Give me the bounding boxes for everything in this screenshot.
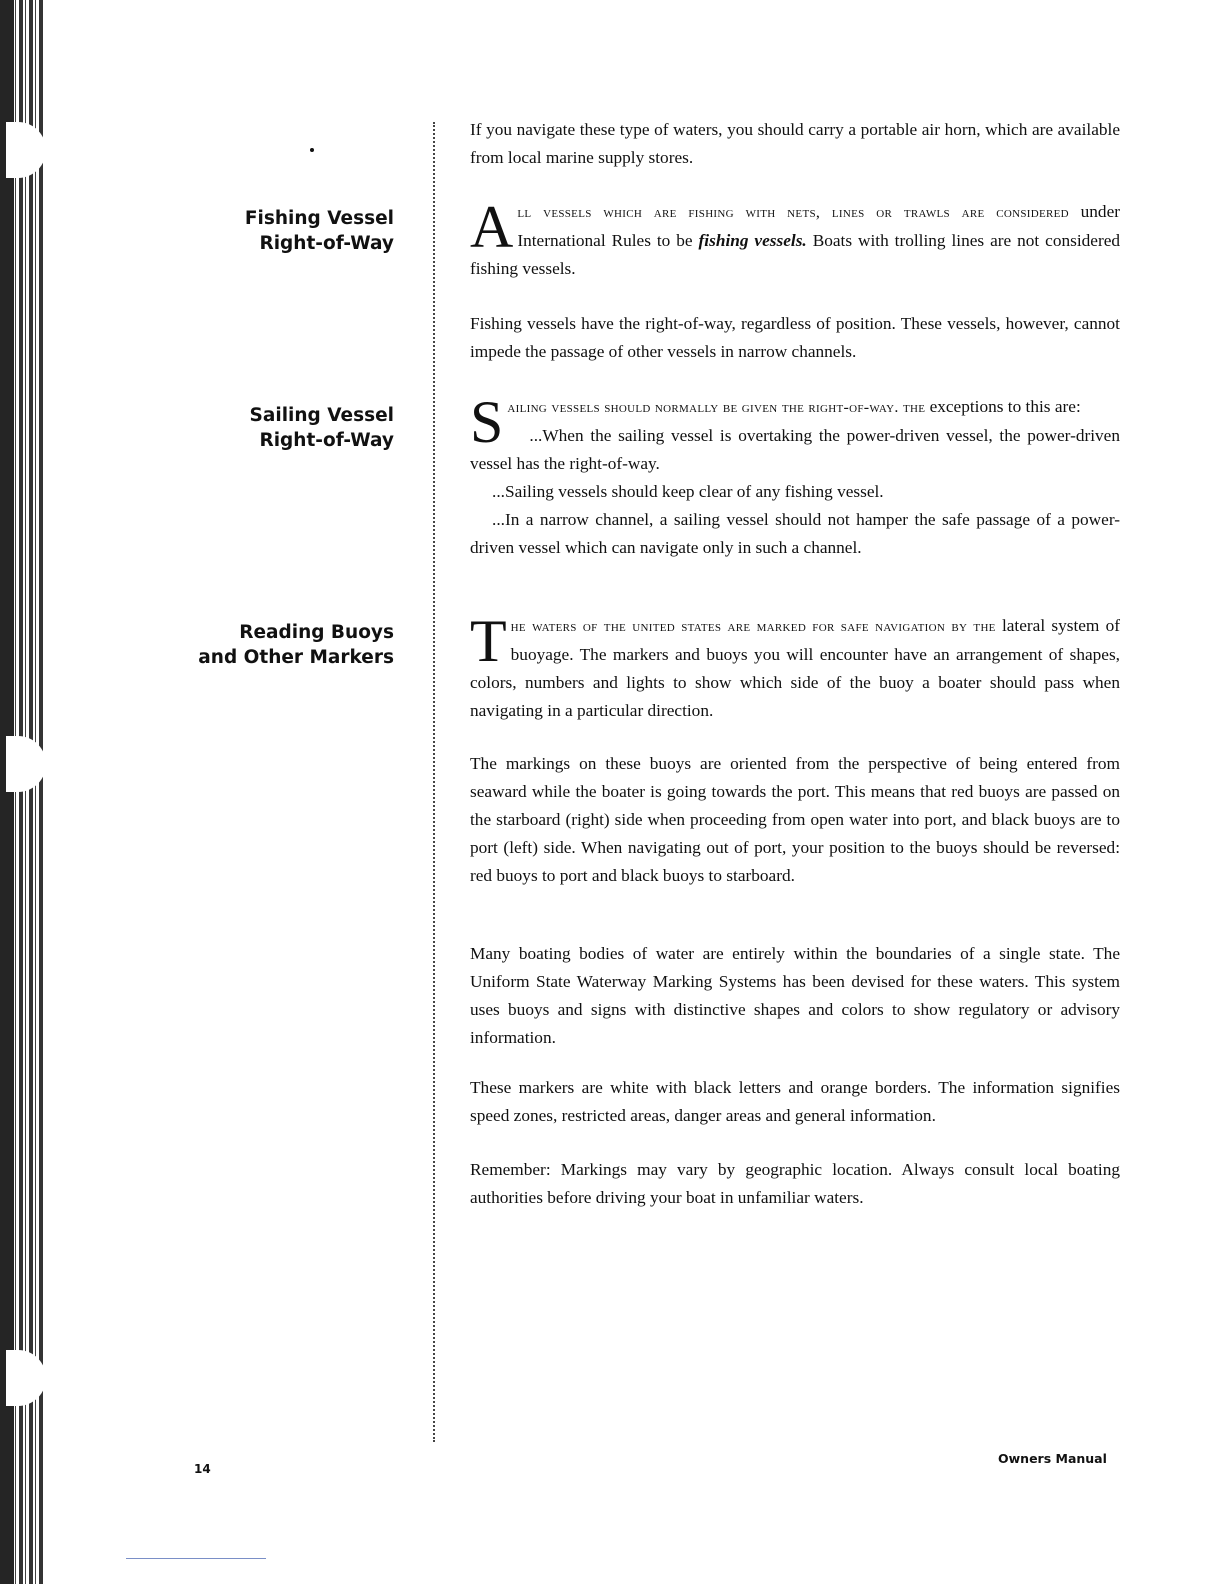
sidebar-heading-fishing — [150, 206, 394, 256]
body-remember — [470, 1156, 1120, 1212]
drop-cap: A — [470, 194, 514, 260]
page-number: 14 — [194, 1462, 211, 1476]
sidebar-heading-sailing — [150, 403, 394, 453]
list-item: ...Sailing vessels should keep clear of any fishing vessel. — [492, 482, 884, 501]
list-item: ...In a narrow channel, a sailing vessel should not hamper the safe passage of a power-driven vessel which can navigate only in such a channel. — [470, 510, 1120, 557]
body-sailing — [470, 389, 1120, 562]
text: Boats with trolling lines are not considered fishing vessels. — [470, 231, 1121, 278]
text: under International Rules to be — [517, 202, 1120, 250]
binder-edge — [0, 0, 44, 1584]
paragraph: Many boating bodies of water are entirely within the boundaries of a single state. The Uniform State Waterway Marking Systems has been devised for these waters. This system uses buoys and signs with distinctive shapes and colors to show regulatory or advisory information. — [470, 944, 1120, 1047]
body-white-markers — [470, 1074, 1120, 1130]
bottom-rule — [126, 1558, 266, 1559]
small-caps-lead: ailing vessels should normally be given the right-of-way. the — [507, 399, 926, 416]
body-markings — [470, 750, 1120, 890]
drop-cap: T — [470, 608, 507, 674]
heading-line: Reading Buoys — [239, 622, 394, 643]
heading-line: Right-of-Way — [259, 233, 394, 254]
small-caps-lead: ll vessels which are fishing with nets, lines or trawls are considered — [517, 204, 1069, 221]
heading-line: Fishing Vessel — [244, 208, 394, 229]
small-caps-lead: he waters of the united states are marked for safe navigation by the — [510, 618, 996, 635]
body-buoys — [470, 608, 1120, 725]
body-uniform — [470, 940, 1120, 1052]
sidebar-heading-buoys — [150, 620, 394, 670]
body-fishing — [470, 194, 1121, 283]
paragraph: Fishing vessels have the right-of-way, regardless of position. These vessels, however, cannot impede the passage of other vessels in narrow channels. — [470, 314, 1120, 361]
heading-line: Right-of-Way — [259, 430, 394, 451]
text: lateral system of buoyage. The markers and buoys you will encounter have an arrangement of shapes, colors, numbers and lights to show which side of the buoy a boater should pass when navigating in a particular direction. — [470, 616, 1120, 720]
body-fishing-rights — [470, 310, 1120, 366]
paragraph: These markers are white with black letters and orange borders. The information signifies speed zones, restricted areas, danger areas and general information. — [470, 1078, 1120, 1125]
manual-title: Owners Manual — [998, 1451, 1107, 1466]
text: exceptions to this are: — [929, 397, 1081, 416]
paragraph: If you navigate these type of waters, you should carry a portable air horn, which are available from local marine supply stores. — [470, 120, 1120, 167]
paragraph — [470, 194, 1121, 283]
list-item: ...When the sailing vessel is overtaking the power-driven vessel, the power-driven vessel has the right-of-way. — [470, 426, 1120, 473]
italic-term: fishing vessels. — [698, 231, 807, 250]
heading-line: and Other Markers — [198, 647, 394, 668]
paragraph: The markings on these buoys are oriented from the perspective of being entered from seaward while the boater is going towards the port. This means that red buoys are passed on the starboard (right) side when proceeding from open water into port, and black buoys are to port (left) side. When navigating out of port, your position to the buoys should be reversed: red buoys to port and black buoys to starboard. — [470, 754, 1120, 885]
body-airhorn — [470, 116, 1120, 172]
scan-speck — [310, 148, 314, 152]
heading-line: Sailing Vessel — [249, 405, 394, 426]
column-divider — [433, 122, 435, 1442]
paragraph: Remember: Markings may vary by geographic location. Always consult local boating authorities before driving your boat in unfamiliar waters. — [470, 1160, 1120, 1207]
drop-cap: S — [470, 389, 504, 455]
paragraph — [470, 608, 1120, 725]
